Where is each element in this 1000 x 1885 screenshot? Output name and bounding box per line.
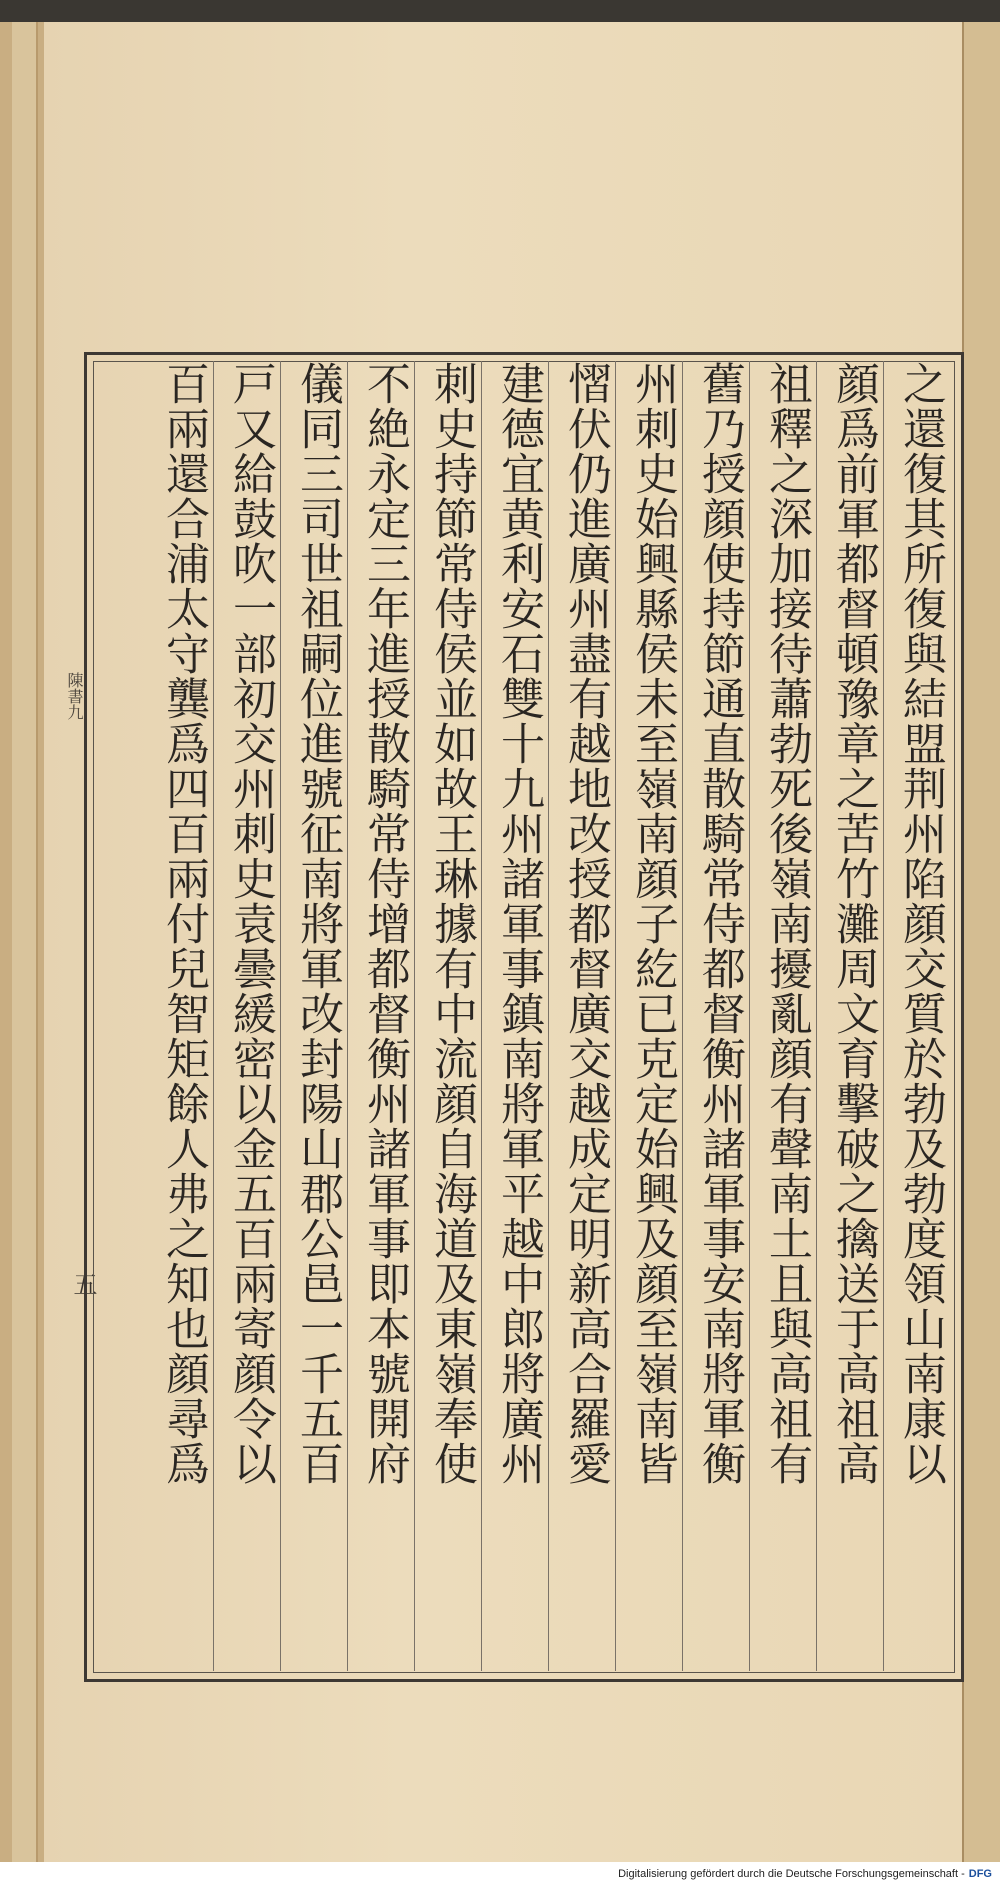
text-column: 慴伏仍進廣州盡有越地改授都督廣交越成定明新高合羅愛 (560, 361, 611, 1486)
text-column: 刺史持節常侍侯並如故王琳據有中流顔自海道及東嶺奉使 (426, 361, 477, 1486)
left-page-fold (0, 22, 44, 1862)
gutter-page-number: 五 (69, 1272, 97, 1296)
digitization-footer (0, 1862, 1000, 1885)
text-column: 百兩還合浦太守龔爲四百兩付兒智矩餘人弗之知也顔尋爲 (158, 361, 209, 1486)
text-column: 顔爲前軍都督頓豫章之苦竹灘周文育擊破之擒送于高祖高 (828, 361, 879, 1486)
text-column: 祖釋之深加接待蕭勃死後嶺南擾亂顔有聲南土且與高祖有 (761, 361, 812, 1486)
column-divider (883, 361, 884, 1671)
text-column: 州刺史始興縣侯未至嶺南顔子紇已克定始興及顔至嶺南皆 (627, 361, 678, 1486)
column-divider (548, 361, 549, 1671)
column-divider (347, 361, 348, 1671)
book-page (44, 22, 962, 1862)
right-page-edge (962, 22, 1000, 1862)
column-divider (615, 361, 616, 1671)
column-divider (682, 361, 683, 1671)
footer-credit: Digitalisierung gefördert durch die Deutsche Forschungsgemeinschaft - (618, 1867, 965, 1880)
text-column: 戸又給鼓吹一部初交州刺史袁曇緩密以金五百兩寄顔令以 (225, 361, 276, 1486)
column-divider (749, 361, 750, 1671)
column-divider (213, 361, 214, 1671)
column-divider (414, 361, 415, 1671)
top-bar (0, 0, 1000, 22)
text-column: 之還復其所復與結盟荆州陷顔交質於勃及勃度領山南康以 (895, 361, 946, 1486)
column-divider (280, 361, 281, 1671)
fold-strip (12, 22, 38, 1862)
text-column: 建德宜黄利安石雙十九州諸軍事鎮南將軍平越中郎將廣州 (493, 361, 544, 1486)
dfg-logo: DFG (968, 1867, 992, 1880)
column-divider (816, 361, 817, 1671)
text-frame (84, 352, 964, 1682)
text-column: 儀同三司世祖嗣位進號征南將軍改封陽山郡公邑一千五百 (292, 361, 343, 1486)
text-column: 不絶永定三年進授散騎常侍增都督衡州諸軍事即本號開府 (359, 361, 410, 1486)
column-divider (481, 361, 482, 1671)
text-column: 舊乃授顔使持節通直散騎常侍都督衡州諸軍事安南將軍衡 (694, 361, 745, 1486)
gutter-title: 陳書九 (65, 672, 84, 720)
